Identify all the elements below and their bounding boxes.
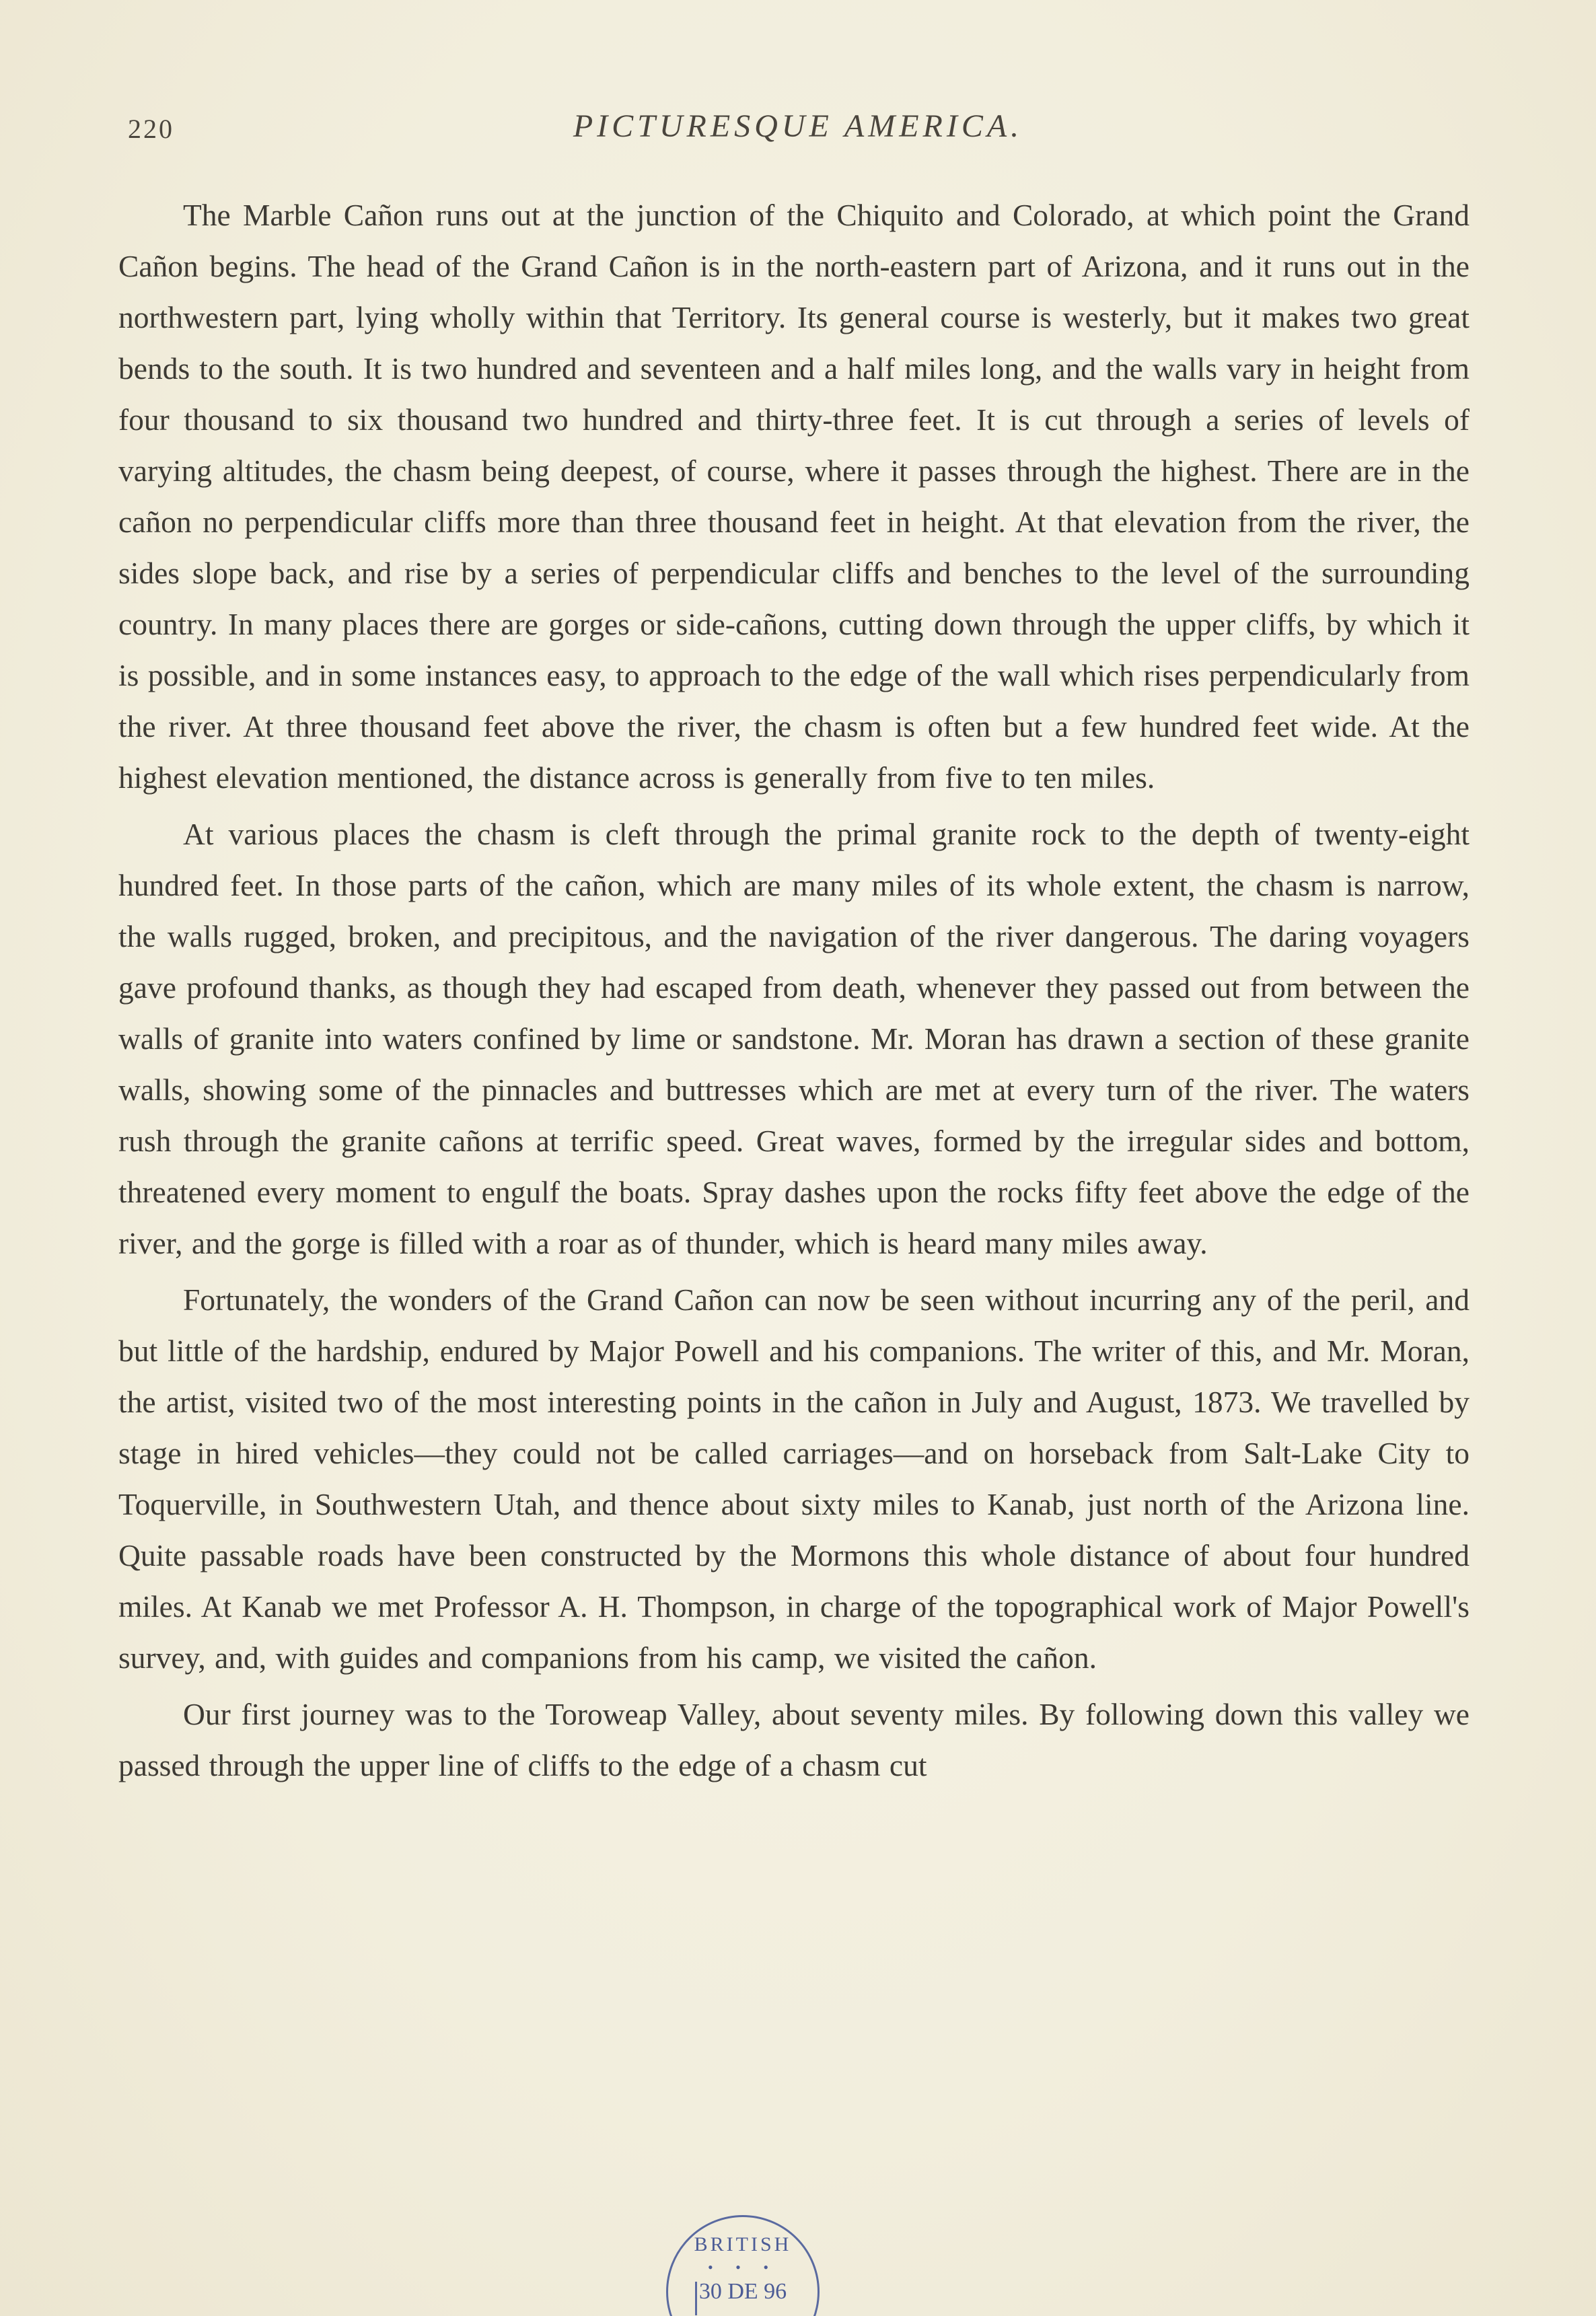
paragraph-2: At various places the chasm is cleft through the primal granite rock to the depth of twenty-eight hundred feet. In those parts of the cañon, which are many miles of its whole extent, the chasm is narrow, the walls rugged, broken, and precipitous, and the navigation of the river dangerous. The daring voyagers gave profound thanks, as though they had escaped from death, whenever they passed out from between the walls of granite into waters confined by lime or sandstone. Mr. Moran has drawn a section of these granite walls, showing some of the pinnacles and buttresses which are met at every turn of the river. The waters rush through the granite cañons at terrific speed. Great waves, formed by the irregular sides and bottom, threatened every moment to engulf the boats. Spray dashes upon the rocks fifty feet above the edge of the river, and the gorge is filled with a roar as of thunder, which is heard many miles away. — [118, 817, 1470, 1260]
body-text — [118, 190, 1470, 1791]
running-title: PICTURESQUE AMERICA. — [573, 108, 1023, 144]
stamp-top-text: BRITISH — [694, 2233, 792, 2255]
page-header — [0, 108, 1596, 155]
stamp-dots: • • • — [707, 2259, 778, 2276]
paragraph-1: The Marble Cañon runs out at the junction of the Chiquito and Colorado, at which point the Grand Cañon begins. The head of the Grand Cañon is in the north-eastern part of Arizona, and it runs out in the northwestern part, lying wholly within that Territory. Its general course is westerly, but it makes two great bends to the south. It is two hundred and seventeen and a half miles long, and the walls vary in height from four thousand to six thousand two hundred and thirty-three feet. It is cut through a series of levels of varying altitudes, the chasm being deepest, of course, where it passes through the highest. There are in the cañon no perpendicular cliffs more than three thousand feet in height. At that elevation from the river, the sides slope back, and rise by a series of perpendicular cliffs and benches to the level of the surrounding country. In many places there are gorges or side-cañons, cutting down through the upper cliffs, by which it is possible, and in some instances easy, to approach to the edge of the wall which rises perpendicularly from the river. At three thousand feet above the river, the chasm is often but a few hundred feet wide. At the highest elevation mentioned, the distance across is generally from five to ten miles. — [118, 198, 1470, 795]
paragraph-3: Fortunately, the wonders of the Grand Cañon can now be seen without incurring any of the peril, and but little of the hardship, endured by Major Powell and his companions. The writer of this, and Mr. Moran, the artist, visited two of the most interesting points in the cañon in July and August, 1873. We travelled by stage in hired vehicles—they could not be called carriages—and on horseback from Salt-Lake City to Toquerville, in Southwestern Utah, and thence about sixty miles to Kanab, just north of the Arizona line. Quite passable roads have been constructed by the Mormons this whole distance of about four hundred miles. At Kanab we met Professor A. H. Thompson, in charge of the topographical work of Major Powell's survey, and, with guides and companions from his camp, we visited the cañon. — [118, 1282, 1470, 1675]
paragraph-4: Our first journey was to the Toroweap Valley, about seventy miles. By following down this valley we passed through the upper line of cliffs to the edge of a chasm cut — [118, 1697, 1470, 1782]
library-stamp — [666, 2215, 820, 2316]
stamp-date-text: 30 DE 96 — [698, 2279, 787, 2304]
page-number: 220 — [128, 114, 174, 144]
